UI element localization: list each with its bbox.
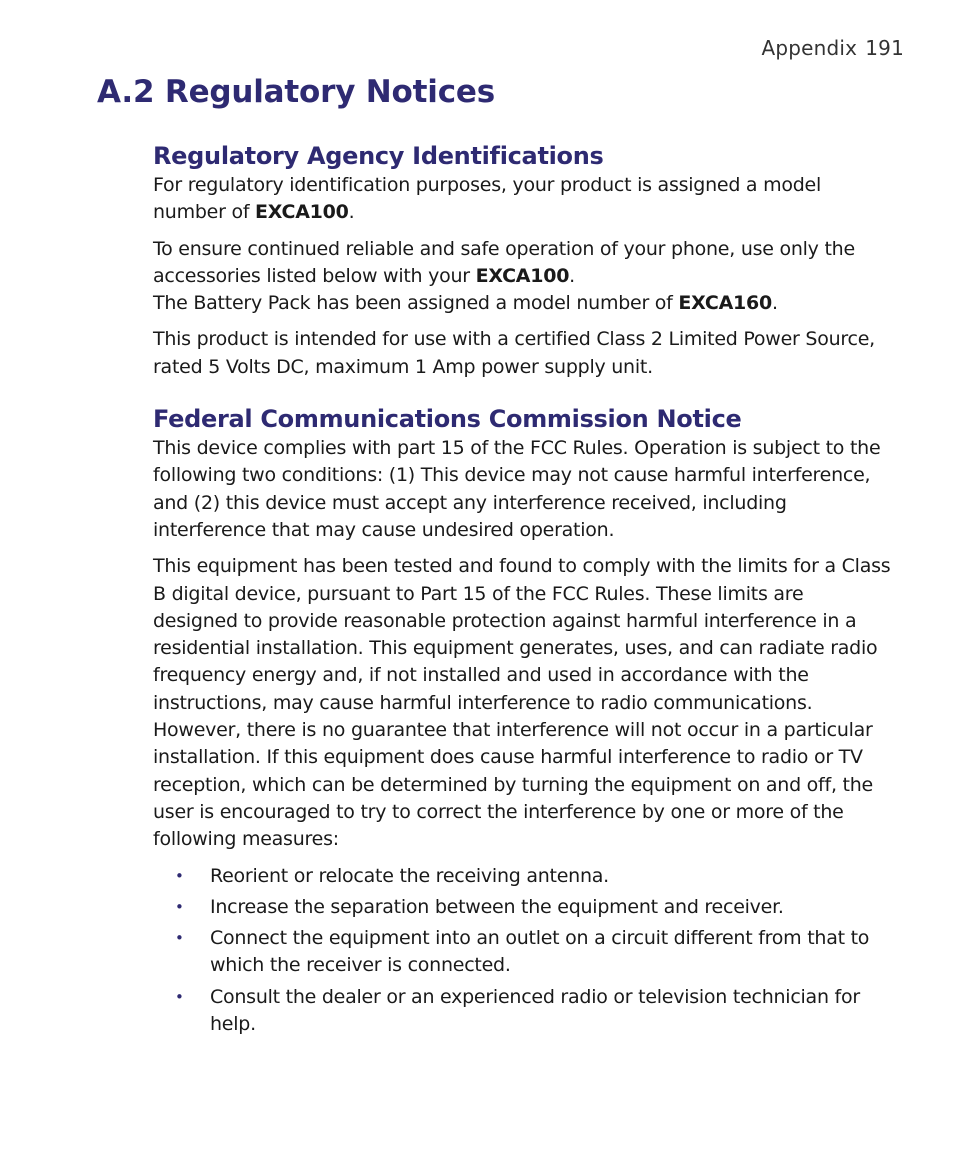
bullet-icon: • <box>175 897 184 916</box>
page-number: 191 <box>865 36 904 60</box>
paragraph-fcc-compliance: This device complies with part 15 of the FCC Rules. Operation is subject to the following two conditions: (1) This device may not cause harmful interference, and (2) this device must accept any interference received, including interference that may cause undesired operation. <box>153 437 881 541</box>
main-content <box>153 140 893 1042</box>
paragraph-power-source: This product is intended for use with a certified Class 2 Limited Power Source, rated 5 Volts DC, maximum 1 Amp power supply unit. <box>153 328 875 378</box>
battery-model-number: EXCA160 <box>678 292 772 315</box>
list-item-text: Increase the separation between the equipment and receiver. <box>210 895 784 918</box>
section-heading-regulatory-agency: Regulatory Agency Identifications <box>153 142 604 170</box>
list-item-text: Consult the dealer or an experienced radio or television technician for help. <box>210 985 860 1036</box>
paragraph-accessories <box>153 236 893 318</box>
list-item <box>153 863 893 890</box>
model-number: EXCA100 <box>475 264 570 287</box>
list-item-text: Connect the equipment into an outlet on a circuit different from that to which the receiver is connected. <box>210 927 870 977</box>
paragraph-model-number <box>153 172 893 227</box>
paragraph-fcc-limits: This equipment has been tested and found to comply with the limits for a Class B digital device, pursuant to Part 15 of the FCC Rules. These limits are designed to provide reasonable protection against harmful interference in a residential installation. This equipment generates, uses, and can radiate radio frequency energy and, if not installed and used in accordance with the instructions, may cause harmful interference to radio communications. However, there is no guarantee that interference will not occur in a particular installation. If this equipment does cause harmful interference to radio or TV reception, which can be determined by turning the equipment on and off, the user is encouraged to try to correct the interference by one or more of the following measures: <box>153 555 891 851</box>
paragraph-text: To ensure continued reliable and safe operation of your phone, use only the accessories listed below with your <box>153 237 855 287</box>
running-header <box>761 36 904 60</box>
measures-list <box>153 863 893 1039</box>
list-item <box>153 984 893 1039</box>
punctuation: . <box>771 292 778 315</box>
punctuation: . <box>569 264 575 287</box>
paragraph-text: The Battery Pack has been assigned a model number of <box>153 292 679 315</box>
list-item <box>153 894 893 921</box>
bullet-icon: • <box>175 866 184 885</box>
page-title: A.2 Regulatory Notices <box>97 74 495 110</box>
list-item <box>153 925 893 980</box>
header-section: Appendix <box>761 36 858 60</box>
punctuation: . <box>348 201 355 224</box>
paragraph-text: For regulatory identification purposes, your product is assigned a model number of <box>153 174 822 224</box>
bullet-icon: • <box>175 929 184 948</box>
section-heading-fcc-notice: Federal Communications Commission Notice <box>153 405 742 434</box>
list-item-text: Reorient or relocate the receiving antenna. <box>210 864 609 887</box>
model-number: EXCA100 <box>255 201 349 224</box>
bullet-icon: • <box>175 987 184 1006</box>
